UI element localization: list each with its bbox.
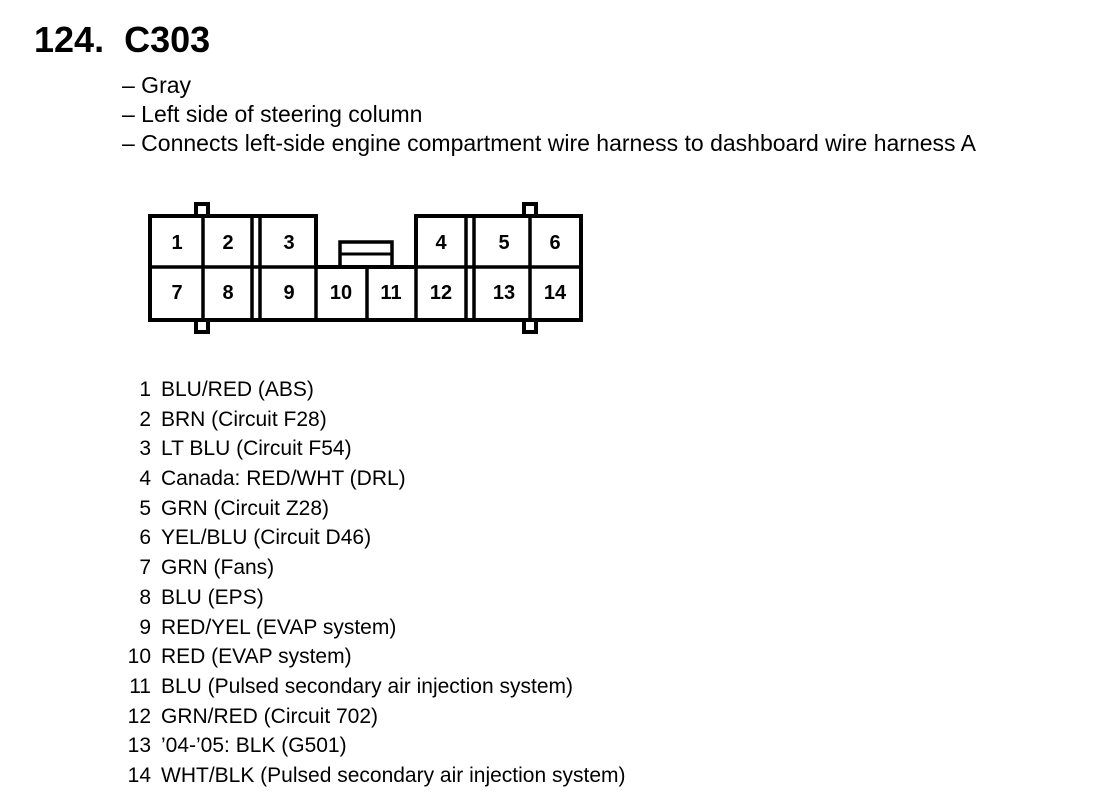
- pin-number: 12: [127, 704, 151, 728]
- pin-description: RED/YEL (EVAP system): [161, 615, 397, 639]
- connector-diagram: [0, 0, 1120, 360]
- pin-number: 14: [127, 763, 151, 787]
- pin-description: ’04-’05: BLK (G501): [161, 734, 347, 758]
- connector-id: C303: [124, 19, 211, 60]
- pin-description: GRN (Fans): [161, 556, 275, 580]
- pin-number: 13: [127, 734, 151, 758]
- pin-description: BRN (Circuit F28): [161, 407, 327, 431]
- pin-number: 2: [139, 407, 151, 431]
- pin-description: BLU (EPS): [161, 585, 264, 609]
- pin-description: BLU (Pulsed secondary air injection system): [161, 674, 574, 698]
- cavity-label: 6: [549, 232, 561, 254]
- pin-description: YEL/BLU (Circuit D46): [161, 526, 372, 550]
- pin-number: 6: [139, 526, 151, 550]
- note-color: – Gray: [122, 72, 192, 98]
- note-connects: – Connects left-side engine compartment wire harness to dashboard wire harness A: [122, 130, 977, 156]
- cavity-label: 7: [171, 282, 183, 304]
- pin-number: 7: [139, 556, 151, 580]
- cavity-label: 3: [283, 232, 295, 254]
- cavity-label: 2: [222, 232, 234, 254]
- pin-description: LT BLU (Circuit F54): [161, 437, 352, 461]
- cavity-label: 11: [380, 282, 402, 304]
- cavity-label: 8: [222, 282, 234, 304]
- pin-number: 8: [139, 585, 151, 609]
- cavity-label: 4: [435, 232, 447, 254]
- cavity-label: 10: [329, 282, 353, 304]
- pin-number: 4: [139, 467, 151, 491]
- pin-description: GRN/RED (Circuit 702): [161, 704, 379, 728]
- note-location: – Left side of steering column: [122, 101, 423, 127]
- pin-description: BLU/RED (ABS): [161, 378, 314, 401]
- pin-description: WHT/BLK (Pulsed secondary air injection system): [161, 763, 626, 787]
- cavity-label: 9: [283, 282, 295, 304]
- pin-number: 10: [127, 645, 151, 669]
- cavity-label: 12: [429, 282, 453, 304]
- cavity-label: 5: [498, 232, 510, 254]
- pin-description: Canada: RED/WHT (DRL): [161, 467, 406, 491]
- pin-description: RED (EVAP system): [161, 645, 352, 669]
- cavity-label: 1: [171, 232, 183, 254]
- pin-number: 9: [139, 615, 151, 639]
- pin-number: 3: [139, 437, 151, 461]
- section-number: 124.: [34, 19, 105, 60]
- pin-number: 1: [139, 378, 151, 401]
- pin-number: 11: [129, 674, 151, 698]
- cavity-label: 14: [543, 282, 567, 304]
- cavity-label: 13: [492, 282, 516, 304]
- pin-number: 5: [139, 496, 151, 520]
- pin-description: GRN (Circuit Z28): [161, 496, 330, 520]
